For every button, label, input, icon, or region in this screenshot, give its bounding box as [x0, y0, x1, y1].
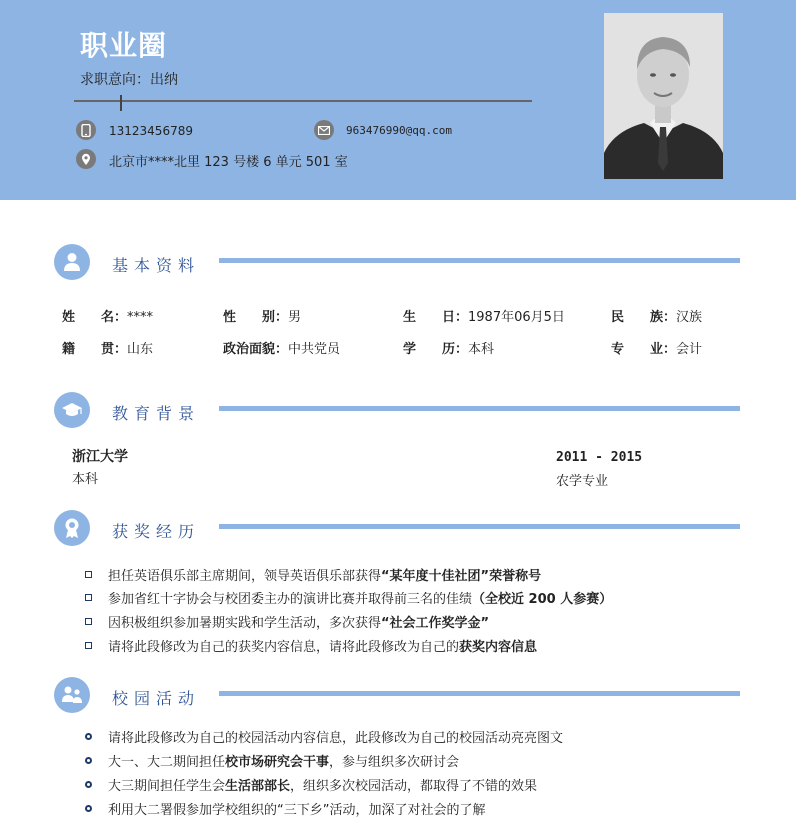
info-label: 民 族：	[611, 310, 677, 325]
section-divider-education	[219, 406, 740, 411]
activity-item	[85, 727, 563, 746]
activity-item	[85, 775, 537, 794]
header-banner	[0, 0, 796, 200]
circle-bullet-icon	[85, 805, 92, 812]
activity-highlight: 校市场研究会干事	[225, 755, 330, 770]
award-text: 请将此段修改为自己的获奖内容信息，请将此段修改为自己的	[108, 640, 460, 655]
info-label: 政治面貌：	[223, 342, 289, 357]
info-name	[62, 306, 153, 325]
award-item	[85, 588, 612, 607]
info-label: 籍 贯：	[62, 342, 128, 357]
info-value: ****	[127, 310, 154, 325]
info-native-place	[62, 338, 153, 357]
award-item	[85, 612, 489, 631]
info-label: 生 日：	[403, 310, 469, 325]
square-bullet-icon	[85, 594, 92, 601]
email-address: 963476990@qq.com	[346, 124, 452, 137]
graduation-cap-icon	[54, 392, 90, 428]
activity-item	[85, 799, 485, 818]
mail-icon	[314, 120, 334, 140]
section-divider-awards	[219, 524, 740, 529]
location-icon	[76, 149, 96, 169]
award-text: 因积极组织参加暑期实践和学生活动，多次获得	[108, 616, 382, 631]
award-highlight: （全校近 200 人参赛）	[472, 592, 613, 607]
medal-icon	[54, 510, 90, 546]
info-value: 本科	[468, 342, 495, 357]
info-ethnicity	[611, 306, 702, 325]
section-title-activities: 校园活动	[112, 689, 201, 708]
info-label: 性 别：	[223, 310, 289, 325]
study-major: 农学专业	[556, 474, 609, 489]
award-item	[85, 636, 537, 655]
info-political-status	[223, 338, 340, 357]
info-education-level	[403, 338, 494, 357]
info-value: 男	[288, 310, 302, 325]
section-divider-activities	[219, 691, 740, 696]
award-highlight: 获奖内容信息	[459, 640, 538, 655]
section-title-awards: 获奖经历	[112, 522, 201, 541]
activity-text: 大三期间担任学生会	[108, 779, 226, 794]
section-title-basic: 基本资料	[112, 256, 201, 275]
header-divider	[74, 100, 532, 102]
award-highlight: “某年度十佳社团”荣誉称号	[381, 569, 542, 584]
circle-bullet-icon	[85, 781, 92, 788]
info-value: 1987年06月5日	[468, 310, 565, 325]
square-bullet-icon	[85, 618, 92, 625]
home-address: 北京市****北里 123 号楼 6 单元 501 室	[109, 155, 348, 170]
info-value: 中共党员	[288, 342, 341, 357]
info-value: 会计	[676, 342, 703, 357]
info-label: 学 历：	[403, 342, 469, 357]
square-bullet-icon	[85, 571, 92, 578]
person-icon	[54, 244, 90, 280]
award-highlight: “社会工作奖学金”	[381, 616, 490, 631]
phone-number: 13123456789	[109, 124, 193, 138]
info-label: 专 业：	[611, 342, 677, 357]
award-text: 参加省红十字协会与校团委主办的演讲比赛并取得前三名的佳绩	[108, 592, 473, 607]
circle-bullet-icon	[85, 733, 92, 740]
profile-photo	[604, 13, 723, 179]
activity-text: 请将此段修改为自己的校园活动内容信息，此段修改为自己的校园活动亮亮图文	[108, 731, 564, 746]
activity-highlight: 生活部部长	[225, 779, 291, 794]
info-major	[611, 338, 702, 357]
people-icon	[54, 677, 90, 713]
header-divider-tick	[120, 95, 122, 111]
activity-text-tail: ，参与组织多次研讨会	[329, 755, 460, 770]
school-name: 浙江大学	[72, 449, 128, 465]
award-text: 担任英语俱乐部主席期间，领导英语俱乐部获得	[108, 569, 382, 584]
activity-text: 利用大二署假参加学校组织的“三下乡”活动，加深了对社会的了解	[108, 803, 486, 818]
square-bullet-icon	[85, 642, 92, 649]
info-value: 汉族	[676, 310, 703, 325]
info-label: 姓 名：	[62, 310, 128, 325]
info-value: 山东	[127, 342, 154, 357]
degree: 本科	[72, 472, 99, 487]
award-item	[85, 565, 541, 584]
info-gender	[223, 306, 301, 325]
info-birthday	[403, 306, 565, 325]
circle-bullet-icon	[85, 757, 92, 764]
phone-icon	[76, 120, 96, 140]
activity-item	[85, 751, 459, 770]
activity-text: 大一、大二期间担任	[108, 755, 226, 770]
section-divider-basic	[219, 258, 740, 263]
resume-name: 职业圈	[80, 29, 168, 62]
activity-text-tail: ，组织多次校园活动，都取得了不错的效果	[290, 779, 538, 794]
job-objective: 求职意向：出纳	[80, 72, 178, 88]
section-title-education: 教育背景	[112, 404, 201, 423]
study-years: 2011 - 2015	[556, 450, 643, 465]
